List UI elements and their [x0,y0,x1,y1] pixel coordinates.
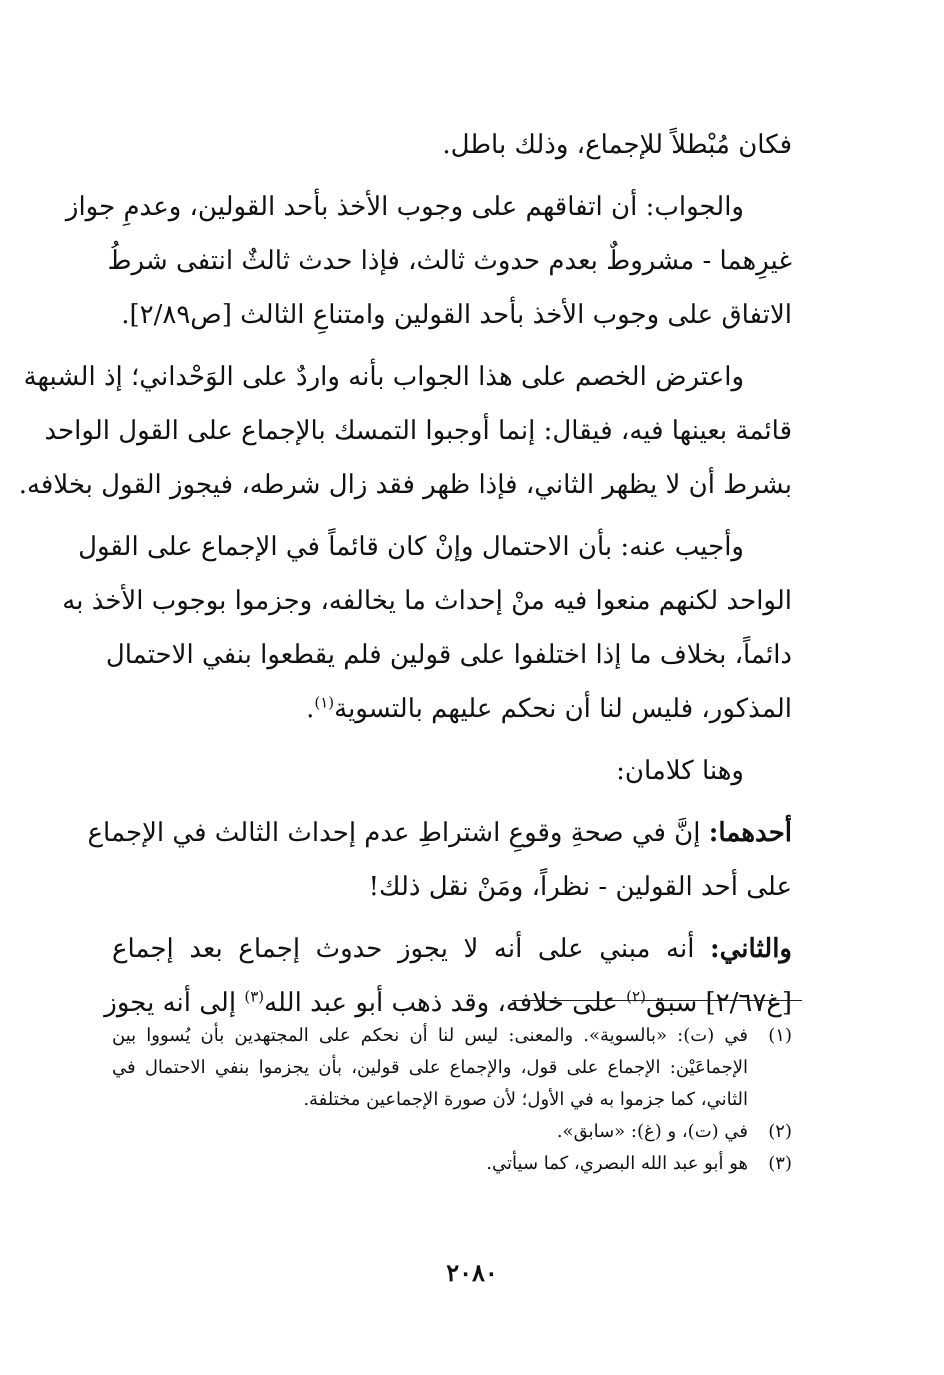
footnote-line: الإجماعَيْن: الإجماع على قول، والإجماع على قولين، بأن يجزموا بنفي الاحتمال في [112,1057,748,1078]
text-segment: [غ٢/٦٧] سبق [645,988,792,1018]
text-line: على أحد القولين - نظراً، ومَنْ نقل ذلك! [368,872,792,902]
text-line: واعترض الخصم على هذا الجواب بأنه واردٌ على الوَحْداني؛ إذ الشبهة [23,362,744,392]
text-line: وأجيب عنه: بأن الاحتمال وإنْ كان قائماً في الإجماع على القول [78,532,744,562]
page-number: ٢٠٨٠ [446,1258,498,1287]
text-line: الاتفاق على وجوب الأخذ بأحد القولين وامتناعِ الثالث [ص٢/٨٩]. [121,300,792,330]
text-segment: إنَّ في صحةِ وقوعِ اشتراطِ عدم إحداث الثالث في الإجماع [87,818,701,848]
text-segment: . [306,694,315,724]
footnote-ref: (٢) [626,987,646,1006]
footnotes [112,1020,792,1180]
text-line: فكان مُبْطلاً للإجماع، وذلك باطل. [442,130,792,160]
text-line: والجواب: أن اتفاقهم على وجوب الأخذ بأحد القولين، وعدمِ جواز [65,192,744,222]
text-line: دائماً، بخلاف ما إذا اختلفوا على قولين فلم يقطعوا بنفي الاحتمال [105,640,792,670]
text-line [112,682,792,736]
footnote-number: (٢) [768,1121,792,1142]
footnote-text: في (ت): «بالسوية». والمعنى: ليس لنا أن نحكم على المجتهدين بأن يُسووا بين [112,1025,748,1046]
text-heading: والثاني: [710,934,792,964]
footnote-line [112,1116,792,1148]
footnote-line: الثاني، كما جزموا به في الأول؛ لأن صورة الإجماعين مختلفة. [303,1089,748,1110]
text-segment: المذكور، فليس لنا أن نحكم عليهم بالتسوية [334,694,792,724]
text-line [87,806,792,860]
main-text [18,118,792,1030]
footnote-text: في (ت)، و (غ): «سابق». [556,1121,748,1142]
footnote-separator [512,1000,802,1001]
footnote-number: (١) [768,1025,792,1046]
text-line: وهنا كلامان: [616,756,744,786]
text-segment: أنه مبني على أنه لا يجوز حدوث إجماع بعد إجماع [112,934,695,964]
footnote-ref: (١) [314,693,335,712]
footnote-line [112,1148,792,1180]
text-line [112,922,792,976]
text-segment: إلى أنه يجوز [104,988,237,1018]
footnote-ref: (٣) [244,987,265,1006]
text-line: الواحد لكنهم منعوا فيه منْ إحداث ما يخالفه، وجزموا بوجوب الأخذ به [62,586,792,616]
footnote-number: (٣) [768,1153,792,1174]
text-line: غيرِهما - مشروطٌ بعدم حدوث ثالث، فإذا حدث ثالثٌ انتفى شرطُ [107,246,792,276]
footnote-text: هو أبو عبد الله البصري، كما سيأتي. [486,1153,748,1174]
text-segment: على خلافه، وقد ذهب أبو عبد الله [264,988,618,1018]
text-line: قائمة بعينها فيه، فيقال: إنما أوجبوا التمسك بالإجماع على القول الواحد [44,416,792,446]
footnote-line [112,1020,792,1052]
text-line: بشرط أن لا يظهر الثاني، فإذا ظهر فقد زال شرطه، فيجوز القول بخلافه. [18,470,792,500]
text-heading: أحدهما: [708,818,792,848]
